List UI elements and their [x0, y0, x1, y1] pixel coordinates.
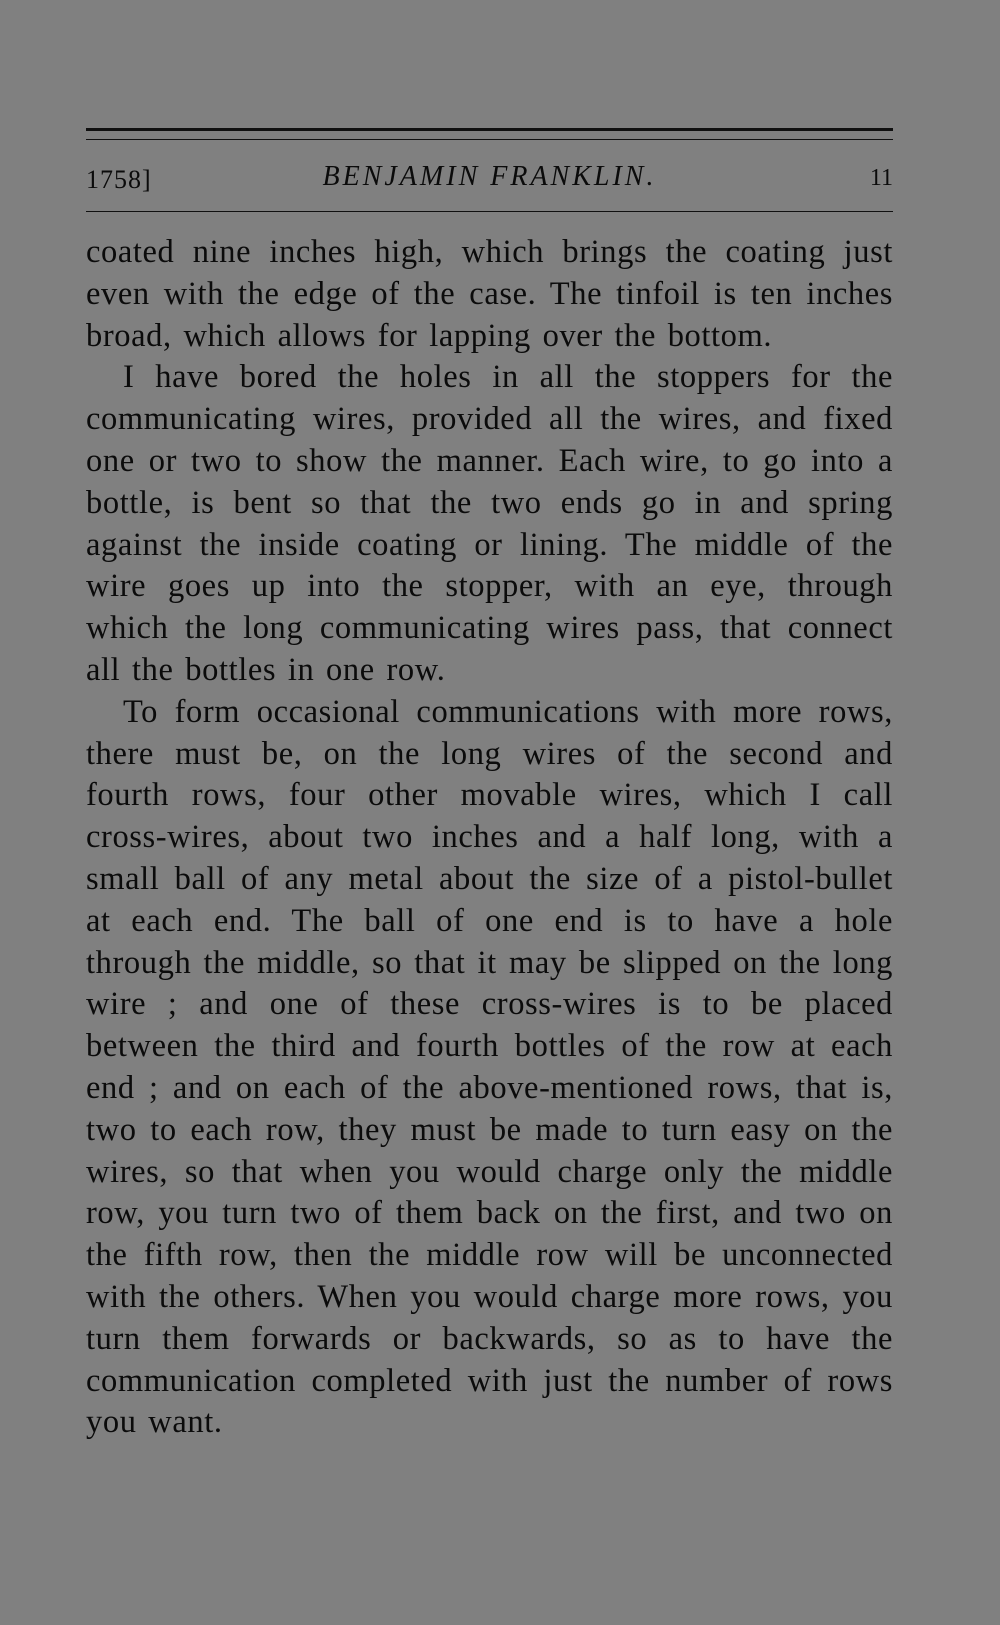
paragraph: To form occasional communications with more rows, there must be, on the long wires of the second and fourth rows, four other movable wires, which I call cross-wires, about two inches and a half long, with a small ball of any metal about the size of a pistol-bullet at each end. The ball of one end is to have a hole through the middle, so that it may be slipped on the long wire ; and one of these cross-wires is to be placed between the third and fourth bottles of the row at each end ; and on each of the above-mentioned rows, that is, two to each row, they must be made to turn easy on the wires, so that when you would charge only the middle row, you turn two of them back on the first, and two on the fifth row, then the middle row will be unconnected with the others. When you would charge more rows, you turn them forwards or backwards, so as to have the communication completed with just the number of rows you want.: [86, 693, 893, 1441]
header-year: 1758]: [86, 165, 152, 194]
top-rule: [86, 128, 893, 131]
body-text: [86, 232, 893, 1444]
book-page: [86, 128, 893, 1444]
paragraph: coated nine inches high, which brings the coating just even with the edge of the case. The tinfoil is ten inches broad, which allows for lapping over the bottom.: [86, 234, 893, 354]
header-rule: [86, 211, 893, 212]
header-title: BENJAMIN FRANKLIN.: [322, 161, 657, 192]
page-number: 11: [869, 165, 893, 191]
top-rule-secondary: [86, 139, 893, 140]
paragraph: I have bored the holes in all the stoppers for the communicating wires, provided all the wires, and fixed one or two to show the manner. Each wire, to go into a bottle, is bent so that the two ends go in and spring against the inside coating or lining. The middle of the wire goes up into the stopper, with an eye, through which the long communicating wires pass, that connect all the bottles in one row.: [86, 359, 893, 688]
running-header: [86, 155, 893, 205]
